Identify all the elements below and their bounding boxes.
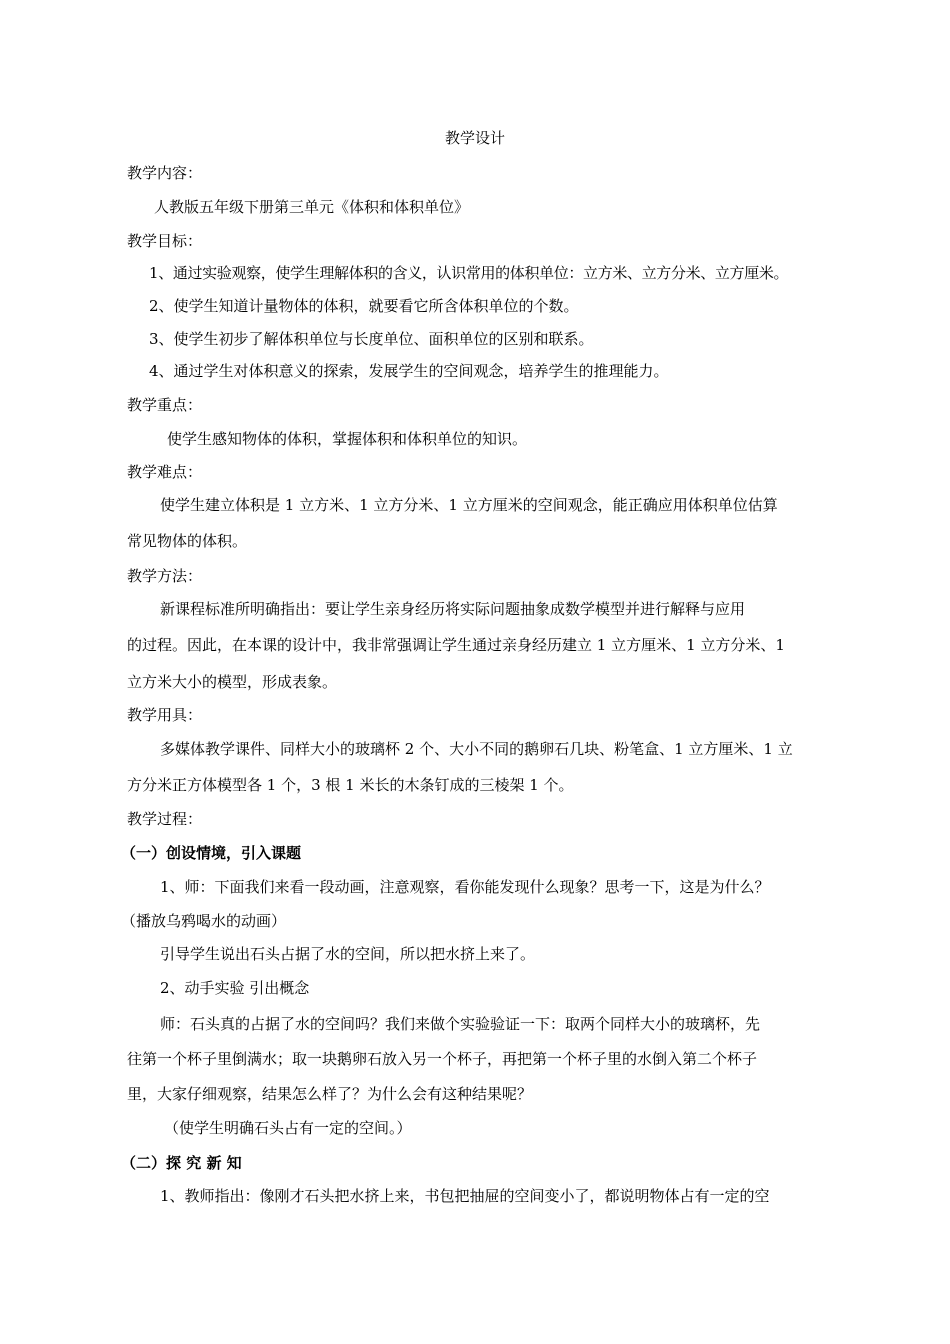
difficulty-line: 常见物体的体积。 bbox=[127, 532, 248, 550]
tools-heading: 教学用具： bbox=[127, 706, 203, 724]
goal-item: 4、通过学生对体积意义的探索，发展学生的空间观念，培养学生的推理能力。 bbox=[149, 362, 669, 380]
process-line: （使学生明确石头占有一定的空间。） bbox=[164, 1119, 412, 1137]
content-heading: 教学内容： bbox=[127, 164, 203, 182]
key-heading: 教学重点： bbox=[127, 396, 203, 414]
process-line: 师：石头真的占据了水的空间吗？我们来做个实验验证一下：取两个同样大小的玻璃杯，先 bbox=[160, 1015, 761, 1033]
section-title: （二）探 究 新 知 bbox=[121, 1154, 242, 1172]
process-line: 里，大家仔细观察，结果怎么样了？为什么会有这种结果呢？ bbox=[127, 1085, 533, 1103]
process-line: 1、师：下面我们来看一段动画，注意观察，看你能发现什么现象？思考一下，这是为什么？ bbox=[160, 878, 770, 896]
difficulty-heading: 教学难点： bbox=[127, 463, 203, 481]
process-heading: 教学过程： bbox=[127, 810, 203, 828]
document-title: 教学设计 bbox=[444, 129, 505, 147]
tools-line: 多媒体教学课件、同样大小的玻璃杯 2 个、大小不同的鹅卵石几块、粉笔盒、1 立方厘米、1 立 bbox=[160, 740, 793, 758]
process-line: （播放乌鸦喝水的动画） bbox=[121, 912, 287, 930]
goal-item: 1、通过实验观察，使学生理解体积的含义，认识常用的体积单位：立方米、立方分米、立方厘米。 bbox=[149, 264, 789, 282]
method-line: 新课程标准所明确指出：要让学生亲身经历将实际问题抽象成数学模型并进行解释与应用 bbox=[160, 600, 746, 618]
content-text: 人教版五年级下册第三单元《体积和体积单位》 bbox=[154, 198, 470, 216]
process-line: 1、教师指出：像刚才石头把水挤上来，书包把抽屉的空间变小了，都说明物体占有一定的空 bbox=[160, 1187, 770, 1205]
section-title: （一）创设情境，引入课题 bbox=[121, 844, 302, 862]
process-line: 往第一个杯子里倒满水；取一块鹅卵石放入另一个杯子，再把第一个杯子里的水倒入第二个杯子 bbox=[127, 1050, 758, 1068]
goals-heading: 教学目标： bbox=[127, 232, 203, 250]
tools-line: 方分米正方体模型各 1 个，3 根 1 米长的木条钉成的三棱架 1 个。 bbox=[127, 776, 574, 794]
goal-item: 3、使学生初步了解体积单位与长度单位、面积单位的区别和联系。 bbox=[149, 330, 594, 348]
process-line: 2、动手实验 引出概念 bbox=[160, 979, 310, 997]
key-text: 使学生感知物体的体积，掌握体积和体积单位的知识。 bbox=[167, 430, 528, 448]
difficulty-line: 使学生建立体积是 1 立方米、1 立方分米、1 立方厘米的空间观念，能正确应用体积单位估算 bbox=[160, 496, 778, 514]
method-line: 的过程。因此，在本课的设计中，我非常强调让学生通过亲身经历建立 1 立方厘米、1 立方分米、1 bbox=[127, 636, 785, 654]
goal-item: 2、使学生知道计量物体的体积，就要看它所含体积单位的个数。 bbox=[149, 297, 579, 315]
method-heading: 教学方法： bbox=[127, 567, 203, 585]
process-line: 引导学生说出石头占据了水的空间，所以把水挤上来了。 bbox=[160, 945, 536, 963]
method-line: 立方米大小的模型，形成表象。 bbox=[127, 673, 338, 691]
